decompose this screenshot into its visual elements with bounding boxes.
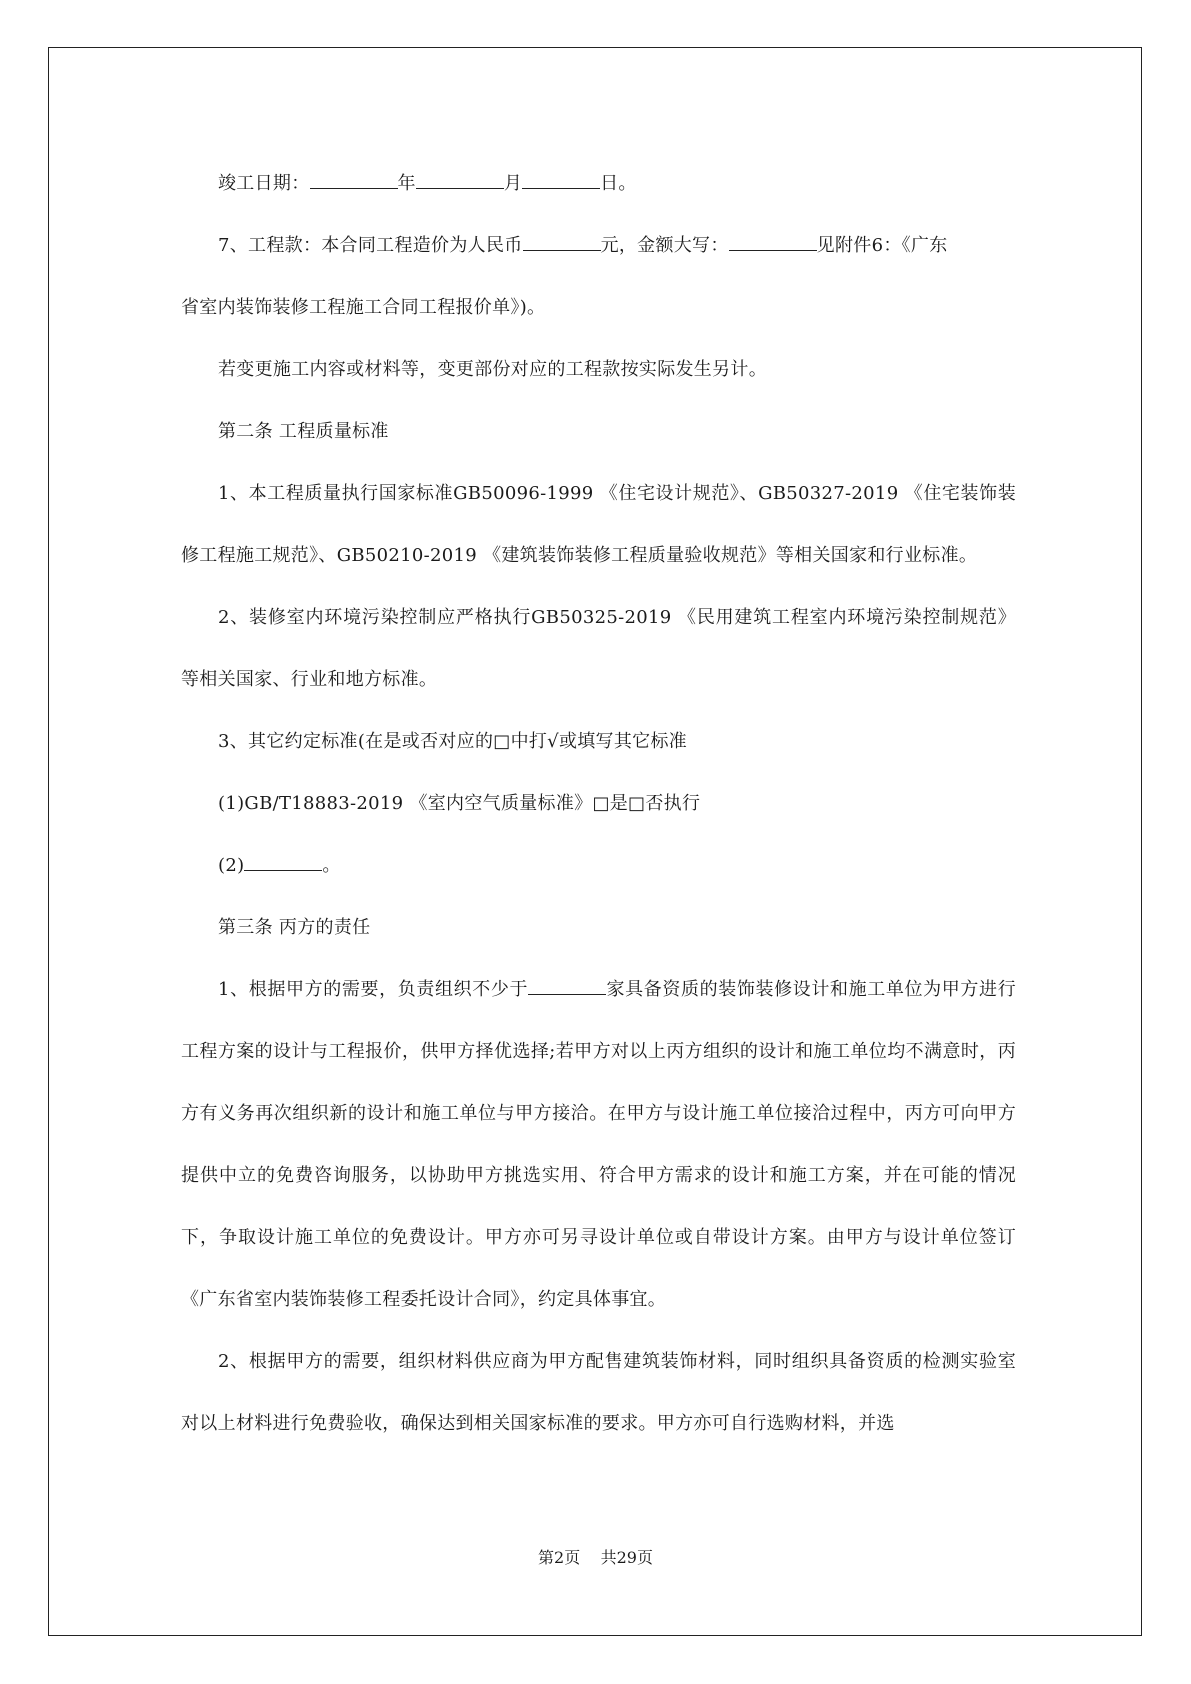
- paragraph-line: [181, 835, 1016, 897]
- paragraph: 2、装修室内环境污染控制应严格执行GB50325-2019 《民用建筑工程室内环境污染控制规范》等相关国家、行业和地方标准。: [181, 607, 1016, 690]
- text: 1、根据甲方的需要，负责组织不少于: [218, 979, 529, 1000]
- paragraph: [181, 959, 1016, 1331]
- text: 元，金额大写：: [600, 235, 729, 256]
- text: 日。: [600, 173, 637, 194]
- text: 家具备资质的装饰装修设计和施工单位为甲方进行工程方案的设计与工程报价，供甲方择优选择;若甲方对以上丙方组织的设计和施工单位均不满意时，丙方有义务再次组织新的设计和施工单位与甲方接洽。在甲方与设计施工单位接洽过程中，丙方可向甲方提供中立的免费咨询服务，以协助甲方挑选实用、符合甲方需求的设计和施工方案，并在可能的情况下，争取设计施工单位的免费设计。甲方亦可另寻设计单位或自带设计方案。由甲方与设计单位签订《广东省室内装饰装修工程委托设计合同》，约定具体事宜。: [181, 979, 1016, 1310]
- text: 月: [503, 173, 523, 194]
- text: 年: [397, 173, 416, 194]
- page-footer: [0, 1545, 1191, 1568]
- text: 竣工日期：: [218, 173, 310, 194]
- project-payment-line: [181, 215, 1016, 277]
- paragraph-line: 省室内装饰装修工程施工合同工程报价单》)。: [181, 297, 546, 318]
- document-body: [181, 153, 1016, 1455]
- paragraph: 2、根据甲方的需要，组织材料供应商为甲方配售建筑装饰材料，同时组织具备资质的检测实验室对以上材料进行免费验收，确保达到相关国家标准的要求。甲方亦可自行选购材料，并选: [181, 1351, 1016, 1434]
- paragraph-line: 若变更施工内容或材料等，变更部份对应的工程款按实际发生另计。: [218, 359, 767, 380]
- blank-field: [729, 230, 817, 251]
- blank-field: [522, 168, 600, 189]
- paragraph-line: 3、其它约定标准(在是或否对应的□中打√或填写其它标准: [218, 731, 688, 752]
- text: 7、工程款：本合同工程造价为人民币: [218, 235, 523, 256]
- blank-field: [416, 168, 504, 189]
- blank-field: [528, 974, 606, 995]
- page-number: 第2页: [538, 1548, 581, 1567]
- blank-field: [310, 168, 398, 189]
- blank-field: [523, 230, 601, 251]
- text: (2): [218, 855, 245, 876]
- page-total: 共29页: [600, 1548, 653, 1567]
- paragraph-line: (1)GB/T18883-2019 《室内空气质量标准》□是□否执行: [218, 793, 701, 814]
- paragraph: 1、本工程质量执行国家标准GB50096-1999 《住宅设计规范》、GB50327-2019 《住宅装饰装修工程施工规范》、GB50210-2019 《建筑装饰装修工程质量验收规范》等相关国家和行业标准。: [181, 483, 1016, 566]
- completion-date-line: [181, 153, 1016, 215]
- text: 。: [322, 855, 341, 876]
- section-heading: 第三条 丙方的责任: [218, 917, 371, 938]
- section-heading: 第二条 工程质量标准: [218, 421, 389, 442]
- text: 见附件6：《广东: [816, 235, 948, 256]
- blank-field: [244, 850, 322, 871]
